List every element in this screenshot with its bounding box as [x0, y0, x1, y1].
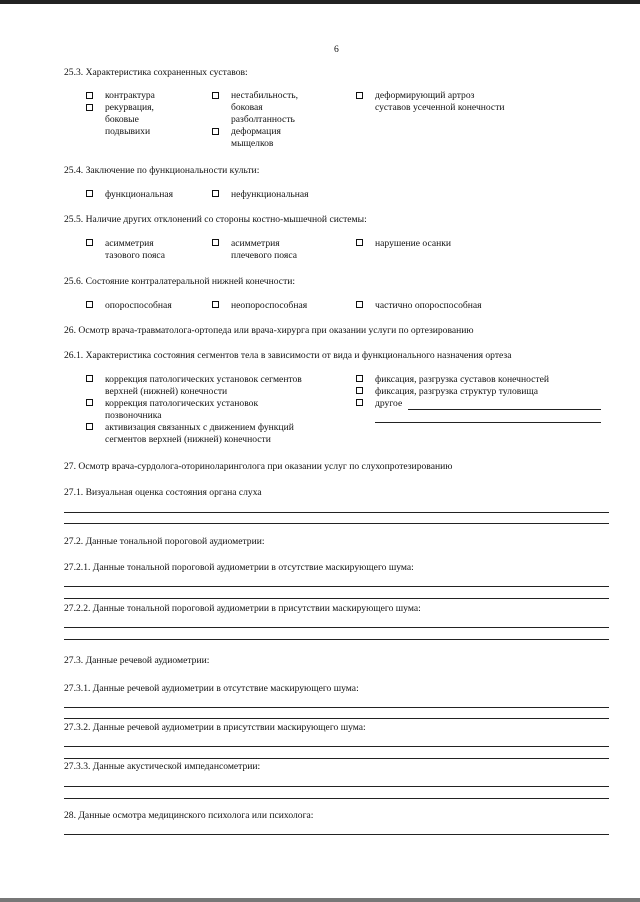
section-28-fill-line-1[interactable]	[64, 834, 609, 835]
section-27-3-2-fill-line-1[interactable]	[64, 746, 609, 747]
option-contracture-label: контрактура	[105, 90, 155, 101]
other-fill-line-2[interactable]	[375, 422, 601, 423]
section-25-5-heading: 25.5. Наличие других отклонений со стороны костно-мышечной системы:	[64, 214, 367, 225]
option-spine-correction-label-2: позвоночника	[105, 410, 162, 421]
option-nonfunctional-label: нефункциональная	[231, 189, 309, 200]
option-recurvation-label-2: боковые	[105, 114, 139, 125]
section-27-1-heading: 27.1. Визуальная оценка состояния органа слуха	[64, 487, 262, 498]
option-movement-activation-label: активизация связанных с движением функций	[105, 422, 294, 433]
option-movement-activation-label-2: сегментов верхней (нижней) конечности	[105, 434, 271, 445]
checkbox-limb-correction[interactable]	[86, 375, 93, 382]
option-instability-label-2: боковая	[231, 102, 263, 113]
section-26-heading: 26. Осмотр врача-травматолога-ортопеда или врача-хирурга при оказании услуги по ортезированию	[64, 325, 474, 336]
checkbox-weight-bearing[interactable]	[86, 301, 93, 308]
section-27-3-3-fill-line-1[interactable]	[64, 786, 609, 787]
option-limb-correction-label: коррекция патологических установок сегментов	[105, 374, 302, 385]
section-27-3-1-fill-line-1[interactable]	[64, 707, 609, 708]
scan-top-edge	[0, 0, 640, 4]
option-shoulder-asymmetry-label: асимметрия	[231, 238, 280, 249]
option-deforming-arthrosis-label: деформирующий артроз	[375, 90, 475, 101]
section-27-3-2-fill-line-2[interactable]	[64, 758, 609, 759]
section-27-heading: 27. Осмотр врача-сурдолога-оториноларинголога при оказании услуг по слухопротезированию	[64, 461, 453, 472]
option-trunk-fixation-label: фиксация, разгрузка структур туловища	[375, 386, 539, 397]
section-27-2-heading: 27.2. Данные тональной пороговой аудиометрии:	[64, 536, 265, 547]
option-functional-label: функциональная	[105, 189, 174, 200]
option-instability-label-3: разболтанность	[231, 114, 295, 125]
section-27-2-2-heading: 27.2.2. Данные тональной пороговой аудиометрии в присутствии маскирующего шума:	[64, 603, 421, 614]
checkbox-non-weight-bearing[interactable]	[212, 301, 219, 308]
checkbox-other[interactable]	[356, 399, 363, 406]
option-posture-disorder-label: нарушение осанки	[375, 238, 452, 249]
checkbox-spine-correction[interactable]	[86, 399, 93, 406]
checkbox-instability[interactable]	[212, 92, 219, 99]
section-27-3-2-heading: 27.3.2. Данные речевой аудиометрии в присутствии маскирующего шума:	[64, 722, 366, 733]
checkbox-nonfunctional[interactable]	[212, 190, 219, 197]
option-pelvic-asymmetry-label-2: тазового пояса	[105, 250, 166, 261]
option-condyle-deformation-label: деформация	[231, 126, 281, 137]
option-deforming-arthrosis-label-2: суставов усеченной конечности	[375, 102, 505, 113]
option-shoulder-asymmetry-label-2: плечевого пояса	[231, 250, 297, 261]
option-recurvation-label: рекурвация,	[105, 102, 154, 113]
section-27-3-heading: 27.3. Данные речевой аудиометрии:	[64, 655, 210, 666]
section-27-1-fill-line-1[interactable]	[64, 512, 609, 513]
section-28-heading: 28. Данные осмотра медицинского психолога или психолога:	[64, 810, 314, 821]
section-27-2-1-fill-line-2[interactable]	[64, 598, 609, 599]
option-partially-weight-bearing-label: частично опороспособная	[375, 300, 482, 311]
section-27-3-3-heading: 27.3.3. Данные акустической импедансометрии:	[64, 761, 261, 772]
checkbox-limb-joint-fixation[interactable]	[356, 375, 363, 382]
section-25-4-heading: 25.4. Заключение по функциональности культи:	[64, 165, 260, 176]
section-27-2-2-fill-line-1[interactable]	[64, 627, 609, 628]
checkbox-partially-weight-bearing[interactable]	[356, 301, 363, 308]
checkbox-contracture[interactable]	[86, 92, 93, 99]
checkbox-functional[interactable]	[86, 190, 93, 197]
checkbox-posture-disorder[interactable]	[356, 239, 363, 246]
section-27-3-3-fill-line-2[interactable]	[64, 798, 609, 799]
option-pelvic-asymmetry-label: асимметрия	[105, 238, 154, 249]
option-condyle-deformation-label-2: мыщелков	[231, 138, 274, 149]
option-weight-bearing-label: опороспособная	[105, 300, 172, 311]
checkbox-condyle-deformation[interactable]	[212, 128, 219, 135]
section-27-1-fill-line-2[interactable]	[64, 523, 609, 524]
checkbox-shoulder-asymmetry[interactable]	[212, 239, 219, 246]
checkbox-trunk-fixation[interactable]	[356, 387, 363, 394]
other-fill-line-1[interactable]	[408, 409, 601, 410]
option-spine-correction-label: коррекция патологических установок	[105, 398, 259, 409]
section-27-2-1-fill-line-1[interactable]	[64, 586, 609, 587]
section-27-3-1-fill-line-2[interactable]	[64, 718, 609, 719]
option-instability-label: нестабильность,	[231, 90, 299, 101]
section-27-2-1-heading: 27.2.1. Данные тональной пороговой аудиометрии в отсутствие маскирующего шума:	[64, 562, 414, 573]
scan-bottom-edge	[0, 898, 640, 902]
checkbox-movement-activation[interactable]	[86, 423, 93, 430]
checkbox-pelvic-asymmetry[interactable]	[86, 239, 93, 246]
section-25-3-heading: 25.3. Характеристика сохраненных суставов:	[64, 67, 248, 78]
checkbox-recurvation[interactable]	[86, 104, 93, 111]
section-27-2-2-fill-line-2[interactable]	[64, 639, 609, 640]
option-non-weight-bearing-label: неопороспособная	[231, 300, 308, 311]
section-26-1-heading: 26.1. Характеристика состояния сегментов тела в зависимости от вида и функционального назначения ортеза	[64, 350, 512, 361]
section-25-6-heading: 25.6. Состояние контралатеральной нижней конечности:	[64, 276, 296, 287]
checkbox-deforming-arthrosis[interactable]	[356, 92, 363, 99]
option-limb-correction-label-2: верхней (нижней) конечности	[105, 386, 228, 397]
option-recurvation-label-3: подвывихи	[105, 126, 151, 137]
option-other-label: другое	[375, 398, 403, 409]
section-27-3-1-heading: 27.3.1. Данные речевой аудиометрии в отсутствие маскирующего шума:	[64, 683, 359, 694]
page-number: 6	[334, 44, 339, 55]
option-limb-joint-fixation-label: фиксация, разгрузка суставов конечностей	[375, 374, 549, 385]
